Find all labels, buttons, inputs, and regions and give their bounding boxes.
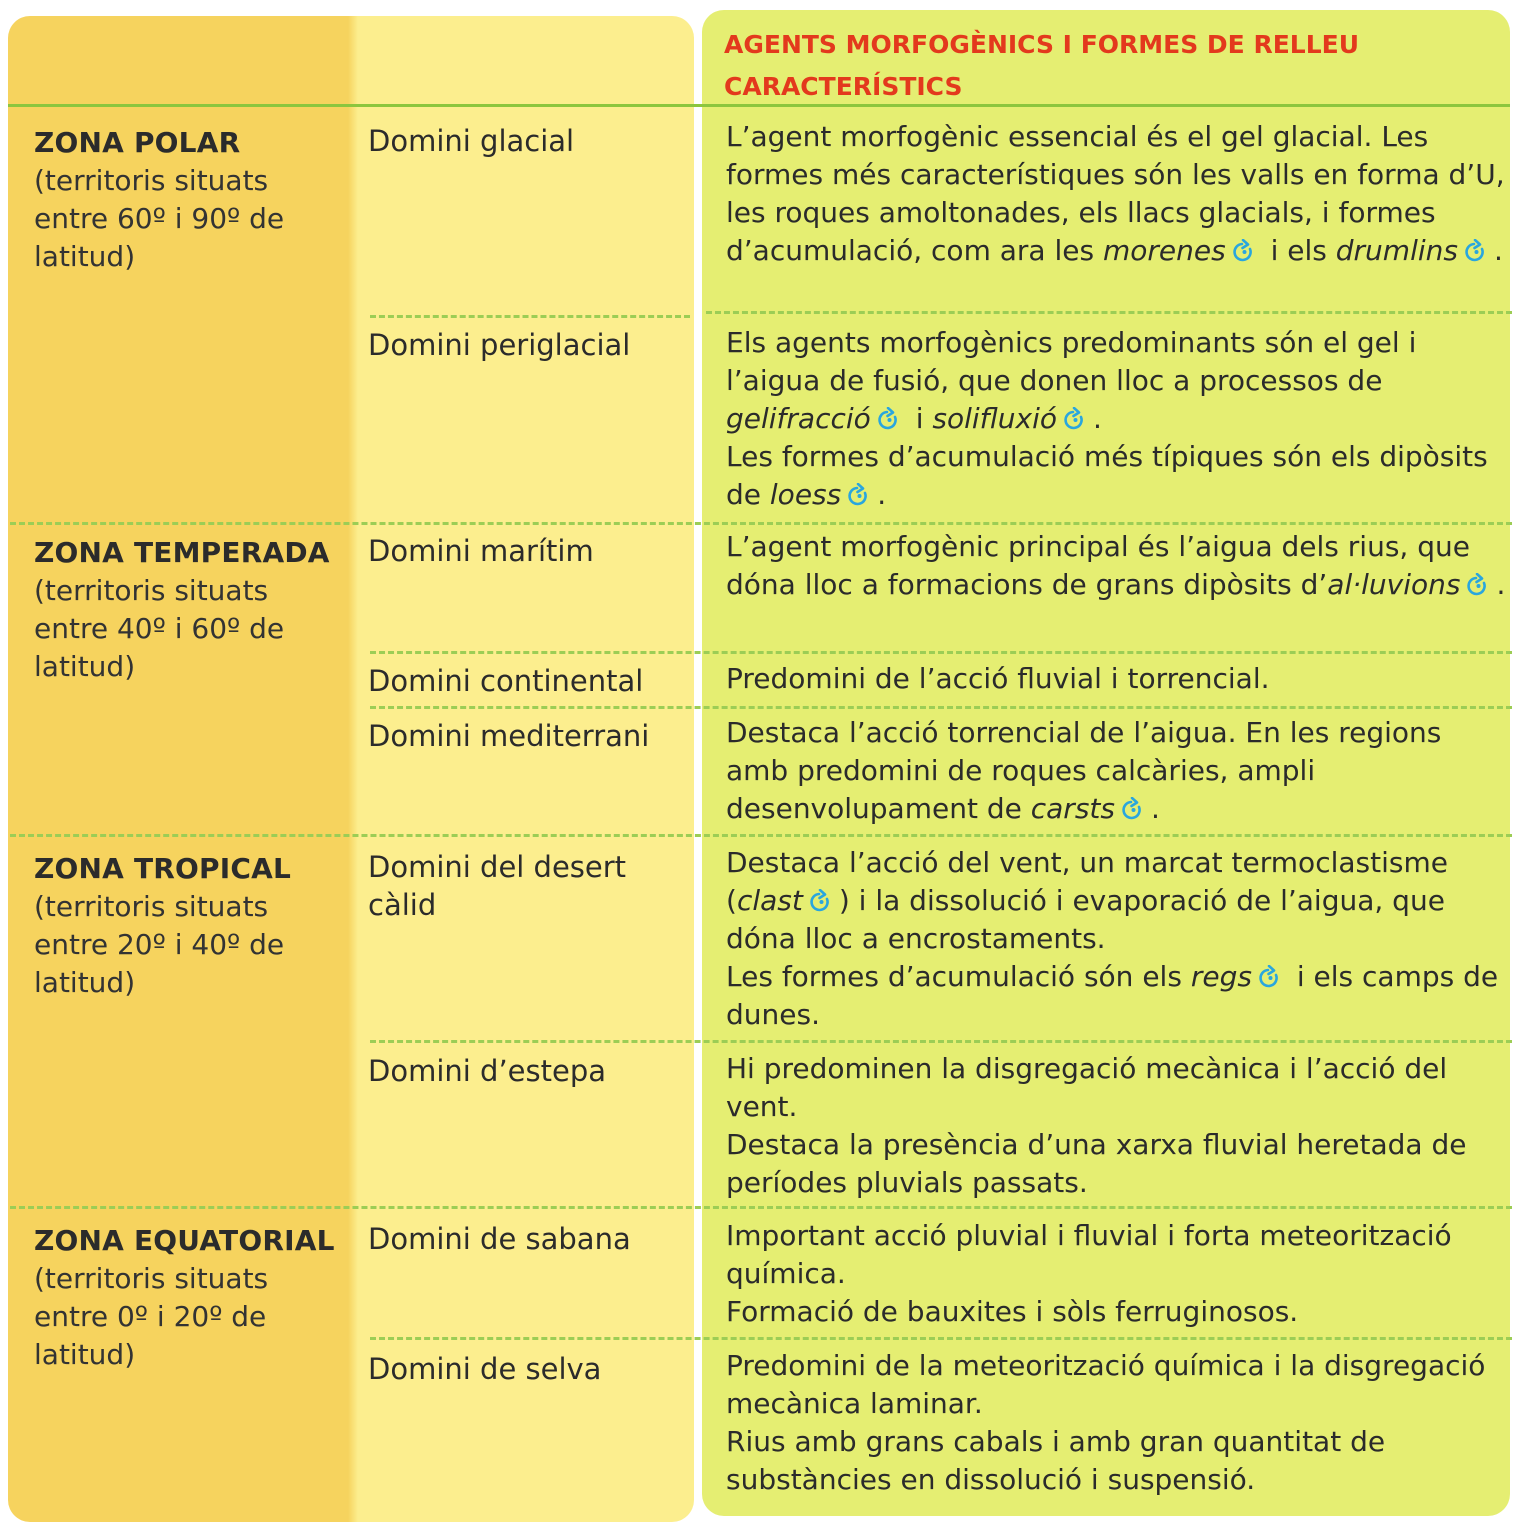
text-line: Rius amb grans cabals i amb gran quantitat de substàncies en dissolució i suspensió. [726, 1425, 1386, 1496]
zone-description: (territoris situats entre 60º i 90º de latitud) [34, 164, 285, 273]
glossary-term[interactable]: solifluxió [932, 402, 1057, 435]
glossary-term[interactable]: gelifracció [726, 402, 871, 435]
glossary-link-icon[interactable] [1063, 407, 1087, 431]
row-separator [10, 834, 1512, 837]
row-separator [370, 706, 1512, 709]
text-desert: Destaca l’acció del vent, un marcat termoclastisme (clast ) i la dissolució i evaporació de l’aigua, que dóna lloc a encrostaments. Les formes d’acumulació són els regs i els camps de dunes. [726, 846, 1499, 1031]
glossary-link-icon[interactable] [847, 483, 871, 507]
glossary-term[interactable]: regs [1190, 960, 1252, 993]
glossary-link-icon[interactable] [877, 407, 901, 431]
row-separator [10, 1206, 1512, 1209]
domain-glacial: Domini glacial [368, 124, 575, 158]
domain-periglacial: Domini periglacial [368, 328, 631, 362]
glossary-link-icon[interactable] [1464, 239, 1488, 263]
glossary-term[interactable]: loess [769, 478, 842, 511]
text-line: Predomini de la meteorització química i la disgregació mecànica laminar. [726, 1349, 1486, 1420]
row-separator [370, 1040, 1512, 1043]
text-glacial: L’agent morfogènic essencial és el gel glacial. Les formes més característiques són les valls en forma d’U, les roques amoltonades, els llacs glacials, i formes d’acumulació, com ara les morenes i els drumlins . [726, 120, 1505, 267]
text-line: Destaca la presència d’una xarxa fluvial heretada de períodes pluvials passats. [726, 1128, 1467, 1199]
zone-name: ZONA POLAR [34, 126, 241, 159]
row-separator [370, 651, 1512, 654]
glossary-term[interactable]: clast [736, 884, 803, 917]
domain-sabana: Domini de sabana [368, 1222, 631, 1256]
text-continental: Predomini de l’acció fluvial i torrencial. [726, 662, 1270, 695]
zone-name: ZONA TROPICAL [34, 852, 292, 885]
domain-desert: Domini del desert càlid [368, 850, 627, 922]
glossary-term[interactable]: al·luvions [1327, 568, 1461, 601]
zone-description: (territoris situats entre 0º i 20º de latitud) [34, 1262, 269, 1371]
zone-name: ZONA EQUATORIAL [34, 1224, 335, 1257]
row-separator [706, 311, 1512, 314]
row-separator [10, 522, 1512, 525]
glossary-link-icon[interactable] [809, 889, 833, 913]
domain-mediterrani: Domini mediterrani [368, 719, 650, 753]
text-sabana [726, 1217, 1506, 1331]
header-title: AGENTS MORFOGÈNICS I FORMES DE RELLEU CARACTERÍSTICS [724, 30, 1360, 101]
text-selva [726, 1347, 1506, 1499]
domain-estepa: Domini d’estepa [368, 1054, 607, 1088]
text-maritim: L’agent morfogènic principal és l’aigua dels rius, que dóna lloc a formacions de grans dipòsits d’al·luvions . [726, 530, 1506, 601]
text-estepa [726, 1050, 1506, 1202]
glossary-term[interactable]: morenes [1102, 234, 1226, 267]
domain-continental: Domini continental [368, 664, 644, 698]
domain-maritim: Domini marítim [368, 534, 594, 568]
zone-equatorial [34, 1222, 344, 1374]
text-line: Hi predominen la disgregació mecànica i l’acció del vent. [726, 1052, 1448, 1123]
zone-polar [34, 124, 344, 276]
row-separator [370, 1337, 1512, 1340]
glossary-term[interactable]: carsts [1030, 792, 1115, 825]
zone-temperada [34, 534, 344, 686]
domain-selva: Domini de selva [368, 1352, 602, 1386]
zone-name: ZONA TEMPERADA [34, 536, 330, 569]
glossary-term[interactable]: drumlins [1335, 234, 1458, 267]
row-separator [370, 315, 690, 318]
zone-tropical [34, 850, 344, 1002]
zone-description: (territoris situats entre 20º i 40º de latitud) [34, 890, 285, 999]
glossary-link-icon[interactable] [1232, 239, 1256, 263]
text-line: Formació de bauxites i sòls ferruginosos. [726, 1295, 1299, 1328]
zone-description: (territoris situats entre 40º i 60º de latitud) [34, 574, 285, 683]
glossary-link-icon[interactable] [1466, 573, 1490, 597]
glossary-link-icon[interactable] [1258, 965, 1282, 989]
text-line: Important acció pluvial i fluvial i forta meteorització química. [726, 1219, 1452, 1290]
text-periglacial: Els agents morfogènics predominants són el gel i l’aigua de fusió, que donen lloc a processos de gelifracció i solifluxió . Les formes d’acumulació més típiques són els dipòsits de loess . [726, 326, 1488, 511]
glossary-link-icon[interactable] [1121, 797, 1145, 821]
text-mediterrani: Destaca l’acció torrencial de l’aigua. En les regions amb predomini de roques calcàries, ampli desenvolupament de carsts . [726, 716, 1442, 825]
